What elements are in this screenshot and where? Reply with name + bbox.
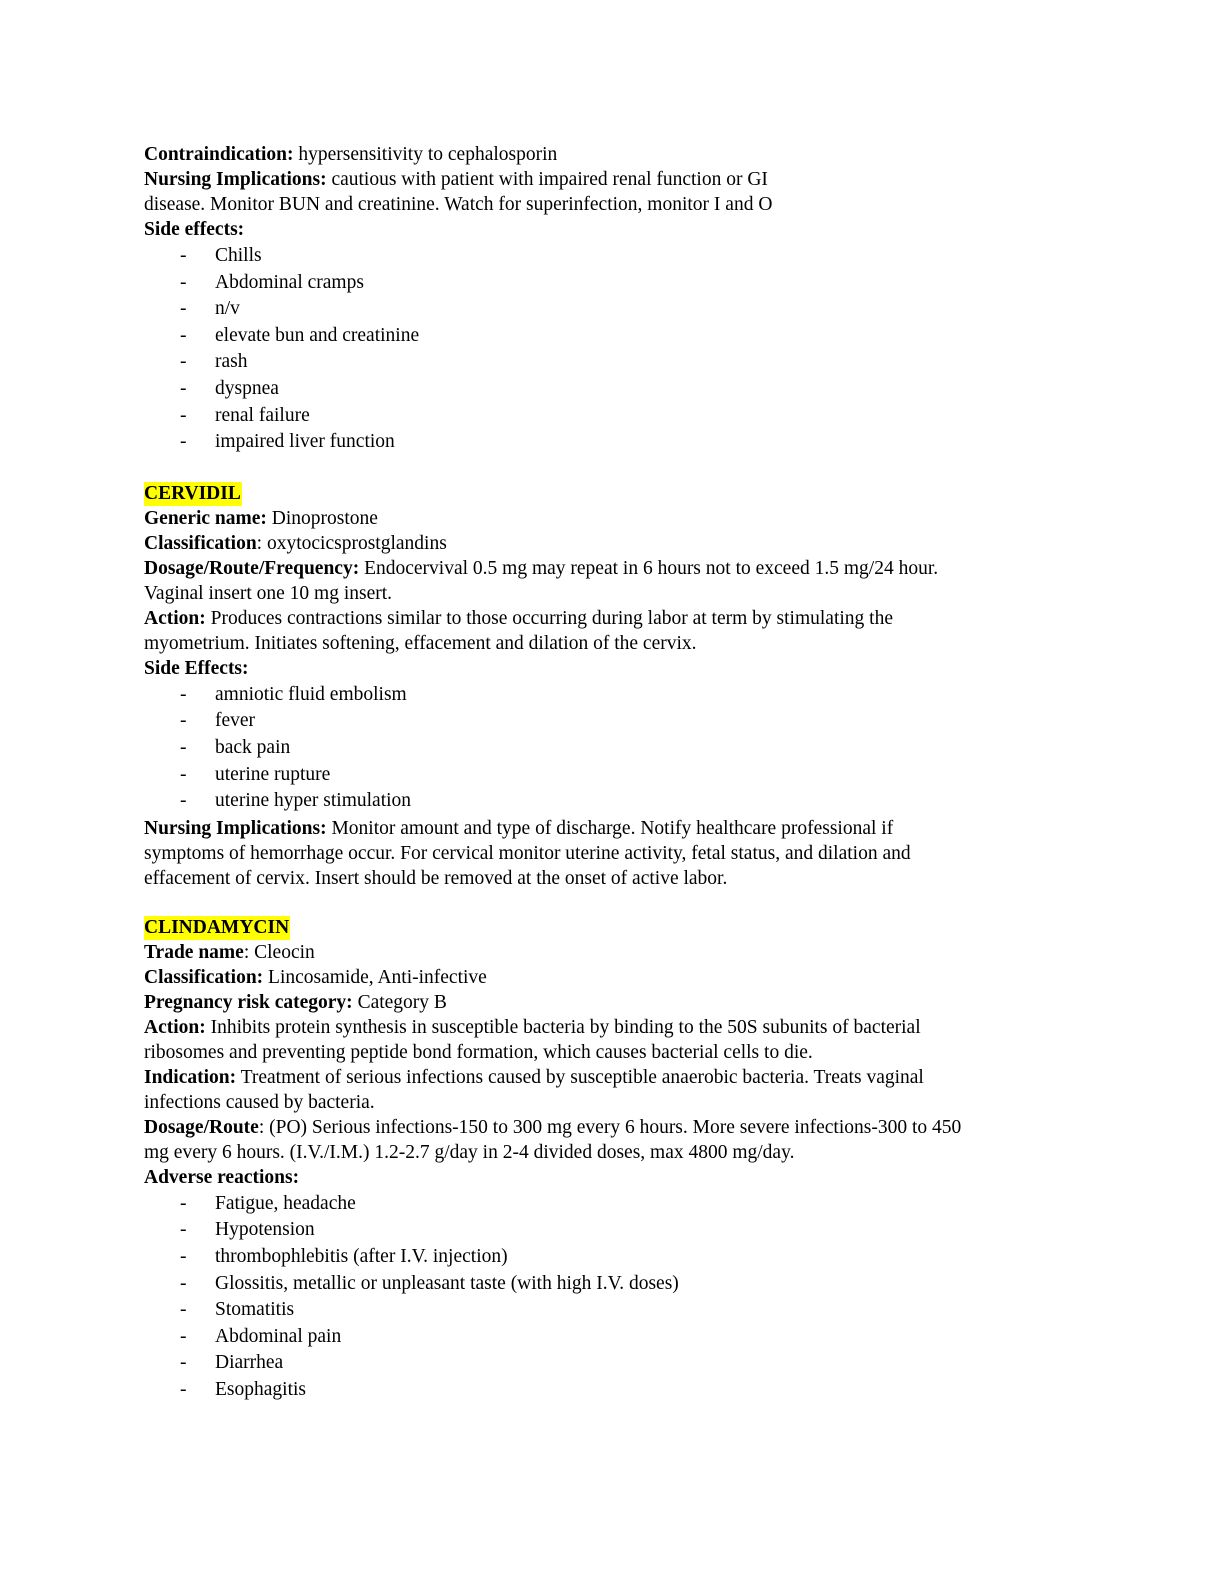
pregnancy-risk-label: Pregnancy risk category: [144, 991, 353, 1013]
adverse-reactions-list [144, 1191, 1084, 1404]
cervidil-side-effects-list [144, 682, 1084, 815]
action-label: Action: [144, 607, 206, 629]
nursing-implications-label: Nursing Implications: [144, 817, 327, 839]
indication-continued: infections caused by bacteria. [144, 1091, 375, 1113]
side-effects-label-text: Side Effects: [144, 657, 249, 679]
list-item-text: Chills [215, 245, 262, 266]
generic-name-line [144, 506, 1084, 531]
list-item-text: thrombophlebitis (after I.V. injection) [215, 1245, 508, 1267]
list-item-text: rash [215, 351, 248, 373]
list-item [144, 296, 1084, 323]
side-effects-label [144, 656, 1084, 681]
cervidil-heading: CERVIDIL [144, 482, 241, 504]
contraindication-label: Contraindication: [144, 144, 294, 165]
list-item [144, 682, 1084, 709]
list-item [144, 429, 1084, 456]
cervidil-nursing-continued-1: symptoms of hemorrhage occur. For cervical monitor uterine activity, fetal status, and dilation and [144, 842, 911, 864]
list-item [144, 1350, 1084, 1377]
list-item [144, 1271, 1084, 1298]
classification-line [144, 531, 1084, 556]
dosage-line [144, 556, 1084, 581]
dash-bullet: - [180, 404, 187, 426]
classification-line [144, 965, 1084, 990]
action-line [144, 606, 1084, 631]
trade-name-label: Trade name [144, 941, 244, 963]
list-item [144, 1297, 1084, 1324]
action-text: Produces contractions similar to those occurring during labor at term by stimulating the [205, 607, 893, 629]
list-item [144, 1244, 1084, 1271]
action-line [144, 1015, 1084, 1040]
list-item-text: uterine hyper stimulation [215, 790, 412, 812]
list-item [144, 788, 1084, 815]
list-item [144, 376, 1084, 403]
list-item [144, 403, 1084, 430]
dash-bullet: - [180, 351, 187, 373]
dash-bullet: - [180, 1219, 187, 1241]
dash-bullet: - [180, 763, 187, 785]
clindamycin-heading-line [144, 915, 1084, 940]
side-effects-label-text: Side effects: [144, 219, 245, 240]
indication-line [144, 1065, 1084, 1090]
list-item [144, 1217, 1084, 1244]
adverse-reactions-label [144, 1165, 1084, 1190]
dash-bullet: - [180, 271, 187, 293]
classification-label: Classification [144, 532, 257, 554]
cervidil-nursing-continued-2: effacement of cervix. Insert should be removed at the onset of active labor. [144, 867, 728, 889]
side-effects-label [144, 217, 1084, 242]
cervidil-nursing-line [144, 816, 1084, 841]
list-item-text: impaired liver function [215, 431, 395, 453]
dash-bullet: - [180, 790, 187, 812]
cervidil-heading-line [144, 481, 1084, 506]
list-item-text: Fatigue, headache [215, 1192, 356, 1214]
dash-bullet: - [180, 1272, 187, 1294]
nursing-implications-text: cautious with patient with impaired renal function or GI [326, 169, 768, 190]
list-item [144, 1191, 1084, 1218]
clindamycin-heading: CLINDAMYCIN [144, 916, 290, 938]
nursing-implications-continued: disease. Monitor BUN and creatinine. Watch for superinfection, monitor I and O [144, 194, 773, 215]
trade-name-text: : Cleocin [243, 941, 315, 963]
nursing-implications-label: Nursing Implications: [144, 169, 327, 190]
pregnancy-risk-line [144, 990, 1084, 1015]
list-item-text: Esophagitis [215, 1378, 306, 1400]
action-continued: ribosomes and preventing peptide bond formation, which causes bacterial cells to die. [144, 1041, 813, 1063]
list-item-text: Stomatitis [215, 1299, 295, 1321]
nursing-implications-text: Monitor amount and type of discharge. Notify healthcare professional if [326, 817, 894, 839]
classification-label: Classification: [144, 966, 264, 988]
dosage-continued: Vaginal insert one 10 mg insert. [144, 582, 393, 604]
dash-bullet: - [180, 324, 187, 346]
list-item [144, 243, 1084, 270]
list-item [144, 270, 1084, 297]
dash-bullet: - [180, 683, 187, 705]
dash-bullet: - [180, 1352, 187, 1374]
list-item-text: fever [215, 710, 256, 732]
pregnancy-risk-text: Category B [352, 991, 447, 1013]
list-item-text: Glossitis, metallic or unpleasant taste (with high I.V. doses) [215, 1272, 679, 1294]
list-item-text: amniotic fluid embolism [215, 683, 407, 705]
list-item-text: Abdominal cramps [215, 271, 364, 293]
classification-text: : oxytocicsprostglandins [256, 532, 447, 554]
dash-bullet: - [180, 298, 187, 320]
dash-bullet: - [180, 1378, 187, 1400]
action-continued: myometrium. Initiates softening, effacement and dilation of the cervix. [144, 632, 697, 654]
dash-bullet: - [180, 431, 187, 453]
list-item-text: elevate bun and creatinine [215, 324, 420, 346]
dosage-route-line [144, 1115, 1084, 1140]
dosage-route-text: : (PO) Serious infections-150 to 300 mg every 6 hours. More severe infections-300 to 450 [258, 1116, 962, 1138]
dosage-route-continued: mg every 6 hours. (I.V./I.M.) 1.2-2.7 g/day in 2-4 divided doses, max 4800 mg/day. [144, 1141, 795, 1163]
list-item [144, 708, 1084, 735]
action-label: Action: [144, 1016, 206, 1038]
dash-bullet: - [180, 377, 187, 399]
trade-name-line [144, 940, 1084, 965]
dosage-label: Dosage/Route/Frequency: [144, 557, 360, 579]
dash-bullet: - [180, 245, 187, 266]
list-item-text: back pain [215, 736, 291, 758]
indication-text: Treatment of serious infections caused by susceptible anaerobic bacteria. Treats vaginal [236, 1066, 924, 1088]
nursing-implications-line [144, 167, 1084, 192]
generic-name-text: Dinoprostone [266, 507, 378, 529]
contraindication-line [144, 142, 1084, 167]
list-item-text: Abdominal pain [215, 1325, 342, 1347]
document-page [144, 142, 1084, 1404]
list-item-text: n/v [215, 298, 240, 320]
dash-bullet: - [180, 1299, 187, 1321]
list-item [144, 735, 1084, 762]
side-effects-list [144, 243, 1084, 456]
list-item-text: dyspnea [215, 377, 279, 399]
list-item-text: uterine rupture [215, 763, 331, 785]
list-item [144, 323, 1084, 350]
classification-text: Lincosamide, Anti-infective [263, 966, 487, 988]
dash-bullet: - [180, 1192, 187, 1214]
dash-bullet: - [180, 736, 187, 758]
dosage-route-label: Dosage/Route [144, 1116, 259, 1138]
list-item-text: renal failure [215, 404, 310, 426]
list-item [144, 349, 1084, 376]
dash-bullet: - [180, 1245, 187, 1267]
indication-label: Indication: [144, 1066, 237, 1088]
list-item-text: Hypotension [215, 1219, 315, 1241]
dosage-text: Endocervival 0.5 mg may repeat in 6 hours not to exceed 1.5 mg/24 hour. [359, 557, 939, 579]
list-item [144, 1377, 1084, 1404]
generic-name-label: Generic name: [144, 507, 267, 529]
list-item [144, 762, 1084, 789]
contraindication-text: hypersensitivity to cephalosporin [293, 144, 558, 165]
dash-bullet: - [180, 710, 187, 732]
list-item [144, 1324, 1084, 1351]
dash-bullet: - [180, 1325, 187, 1347]
adverse-reactions-label-text: Adverse reactions: [144, 1166, 300, 1188]
action-text: Inhibits protein synthesis in susceptible bacteria by binding to the 50S subunits of bacterial [205, 1016, 921, 1038]
list-item-text: Diarrhea [215, 1352, 284, 1374]
